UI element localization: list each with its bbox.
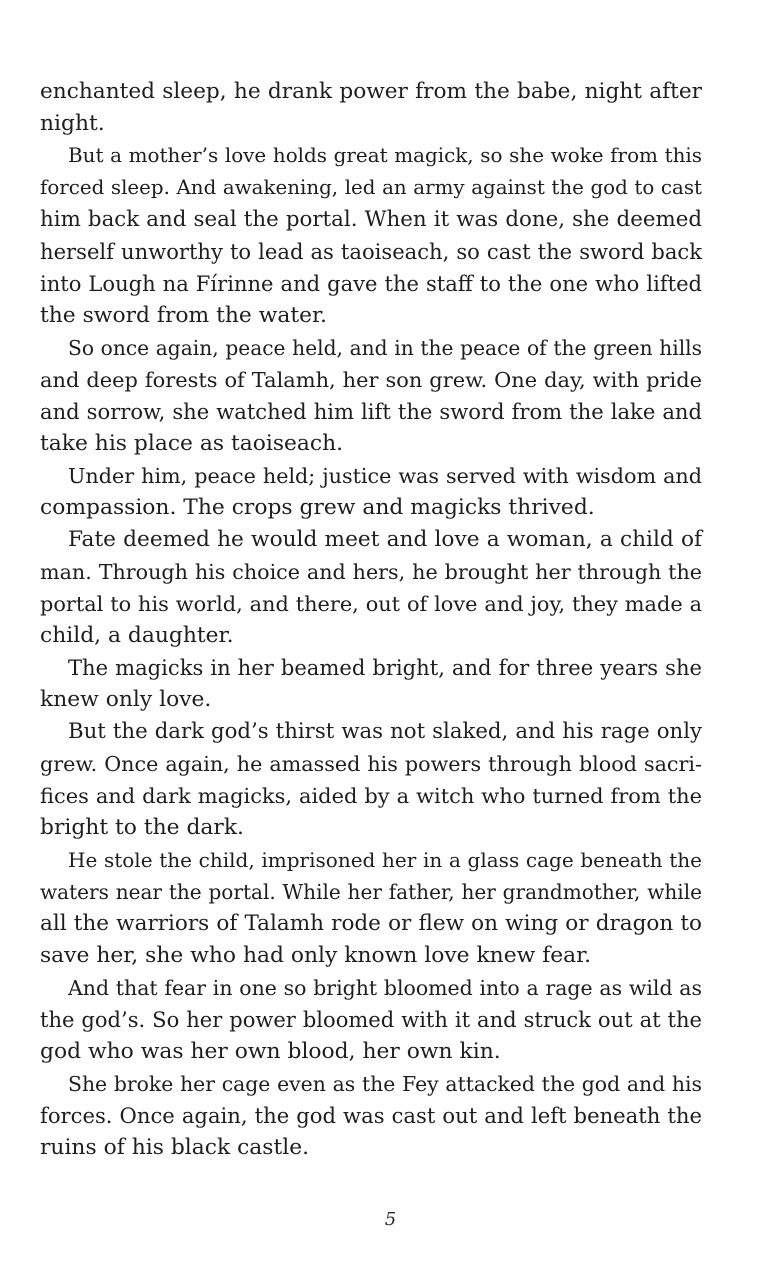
text-line: herself unworthy to lead as taoiseach, so cast the sword back [40, 239, 702, 264]
text-line: But a mother’s love holds great magick, so she woke from this [68, 144, 702, 167]
text-line: Under him, peace held; justice was served with wisdom and [68, 464, 702, 488]
text-line: the god’s. So her power bloomed with it and struck out at the [40, 1007, 702, 1032]
text-line: man. Through his choice and hers, he brought her through the [40, 560, 702, 584]
text-line: child, a daughter. [40, 623, 234, 648]
text-line: ruins of his black castle. [40, 1135, 310, 1160]
text-line: fices and dark magicks, aided by a witch who turned from the [40, 784, 702, 808]
text-line: god who was her own blood, her own kin. [40, 1039, 501, 1064]
text-line: She broke her cage even as the Fey attacked the god and his [68, 1072, 702, 1096]
text-line: Fate deemed he would meet and love a woman, a child of [68, 527, 702, 552]
text-line: take his place as taoiseach. [40, 431, 344, 456]
text-line: and sorrow, she watched him lift the sword from the lake and [40, 399, 702, 424]
text-line: He stole the child, imprisoned her in a glass cage beneath the [68, 848, 702, 872]
text-line: into Lough na Fírinne and gave the staff to the one who lifted [40, 271, 702, 296]
text-line: compassion. The crops grew and magicks thrived. [40, 495, 595, 520]
text-line: enchanted sleep, he drank power from the babe, night after [40, 79, 702, 104]
text-line: So once again, peace held, and in the peace of the green hills [68, 336, 702, 360]
page-number: 5 [384, 1209, 397, 1230]
text-line: forces. Once again, the god was cast out and left beneath the [40, 1103, 702, 1128]
text-line: the sword from the water. [40, 303, 327, 328]
text-line: him back and seal the portal. When it was done, she deemed [40, 207, 702, 232]
text-line: forced sleep. And awakening, led an army against the god to cast [40, 176, 702, 199]
text-line: waters near the portal. While her father, her grandmother, while [40, 880, 702, 904]
text-line: The magicks in her beamed bright, and for three years she [68, 655, 702, 680]
text-line: portal to his world, and there, out of love and joy, they made a [40, 592, 702, 616]
text-line: grew. Once again, he amassed his powers through blood sacri- [40, 752, 702, 776]
text-line: And that fear in one so bright bloomed into a rage as wild as [68, 976, 702, 1000]
text-line: and deep forests of Talamh, her son grew. One day, with pride [40, 368, 702, 392]
body-text [40, 76, 702, 1164]
text-line: But the dark god’s thirst was not slaked, and his rage only [68, 719, 702, 744]
text-line: all the warriors of Talamh rode or flew on wing or dragon to [40, 911, 702, 936]
text-line: save her, she who had only known love knew fear. [40, 943, 592, 968]
text-line: bright to the dark. [40, 815, 244, 840]
text-line: night. [40, 111, 105, 136]
text-line: knew only love. [40, 687, 212, 712]
